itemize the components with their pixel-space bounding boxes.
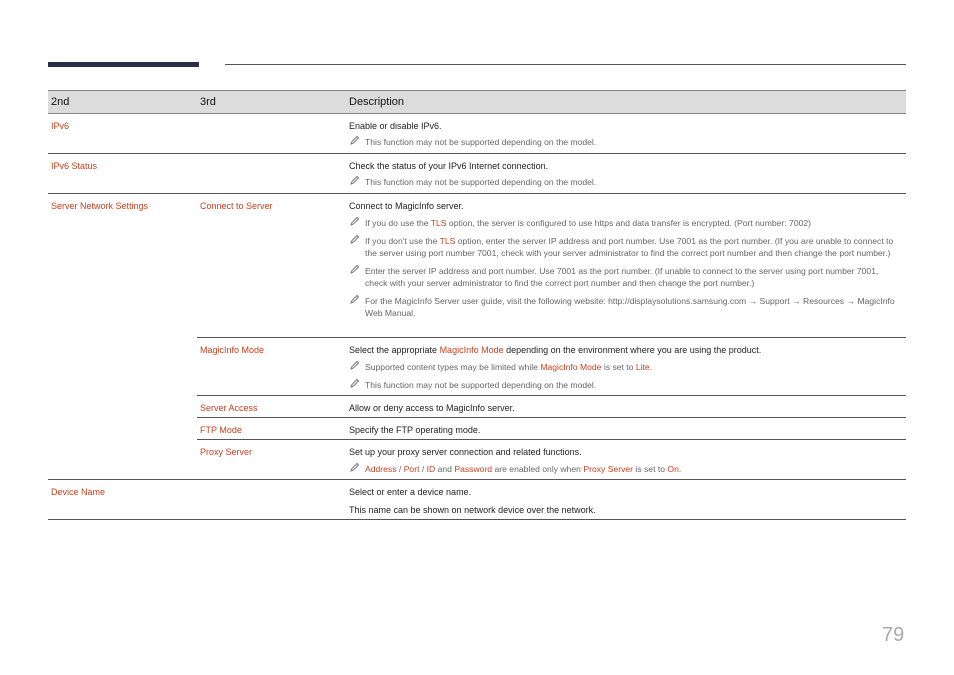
desc-device-name-1: Select or enter a device name. bbox=[349, 487, 472, 497]
note-text: / bbox=[419, 464, 427, 474]
note-ipv6-status bbox=[349, 176, 899, 189]
note-text: This function may not be supported depending on the model. bbox=[365, 137, 597, 147]
tls-highlight: TLS bbox=[439, 235, 456, 246]
proxy-server-highlight: Proxy Server bbox=[583, 464, 634, 474]
note-text: If you do use the bbox=[365, 218, 431, 228]
settings-table bbox=[48, 90, 906, 520]
desc-ipv6-status: Check the status of your IPv6 Internet connection. bbox=[349, 161, 549, 171]
note-text: / bbox=[396, 464, 404, 474]
tls-highlight: TLS bbox=[430, 218, 447, 228]
desc-ftp-mode: Specify the FTP operating mode. bbox=[349, 425, 481, 435]
note-proxy-server bbox=[349, 463, 899, 476]
desc-proxy-server: Set up your proxy server connection and related functions. bbox=[349, 447, 582, 457]
magicinfo-highlight: MagicInfo Mode bbox=[439, 345, 504, 355]
id-highlight: ID bbox=[426, 464, 436, 474]
item-server-network-settings: Server Network Settings bbox=[51, 201, 149, 211]
item-ipv6-status: IPv6 Status bbox=[51, 161, 98, 171]
item-proxy-server: Proxy Server bbox=[200, 447, 253, 457]
magicinfo-highlight: MagicInfo Mode bbox=[540, 362, 602, 372]
top-accent-bar bbox=[48, 62, 199, 67]
table-row-server-network bbox=[48, 194, 906, 480]
note-text: option, the server is configured to use https and data transfer is encrypted. (Port number: 7002) bbox=[446, 218, 812, 228]
item-server-access: Server Access bbox=[200, 403, 258, 413]
table-header bbox=[48, 90, 906, 114]
note-magicinfo-1 bbox=[349, 361, 899, 374]
note-text: are enabled only when bbox=[492, 464, 584, 474]
pencil-note-icon bbox=[349, 294, 360, 305]
note-magicinfo-2 bbox=[349, 379, 899, 392]
item-connect-to-server: Connect to Server bbox=[200, 201, 273, 211]
note-text: is set to bbox=[601, 362, 636, 372]
pencil-note-icon bbox=[349, 462, 360, 473]
item-ipv6: IPv6 bbox=[51, 121, 70, 131]
lite-highlight: Lite bbox=[635, 362, 650, 372]
header-2nd: 2nd bbox=[51, 96, 70, 108]
pencil-note-icon bbox=[349, 135, 360, 146]
note-connect-1 bbox=[349, 217, 899, 230]
note-text: This function may not be supported depending on the model. bbox=[365, 177, 597, 187]
table-row-device-name bbox=[48, 480, 906, 520]
pencil-note-icon bbox=[349, 360, 360, 371]
note-ipv6 bbox=[349, 136, 899, 149]
pencil-note-icon bbox=[349, 264, 360, 275]
desc-server-access: Allow or deny access to MagicInfo server. bbox=[349, 403, 515, 413]
password-highlight: Password bbox=[454, 464, 493, 474]
note-text: and bbox=[435, 464, 455, 474]
desc-magicinfo-mode bbox=[349, 338, 899, 356]
note-connect-4 bbox=[349, 295, 899, 320]
item-device-name: Device Name bbox=[51, 487, 106, 497]
note-text: . bbox=[649, 362, 653, 372]
table-row-ipv6 bbox=[48, 114, 906, 154]
note-text: This function may not be supported depending on the model. bbox=[365, 379, 597, 390]
table-row-ipv6-status bbox=[48, 154, 906, 194]
note-connect-2 bbox=[349, 235, 899, 260]
note-text: . bbox=[678, 464, 682, 474]
note-text: option, enter the server IP address and port number. Use 7001 as the port number. (If you are unable to connect to the server using port number 7001, check with your server administrator to find the correct port number and then change the port number.) bbox=[365, 235, 894, 258]
item-magicinfo-mode: MagicInfo Mode bbox=[200, 345, 265, 355]
item-ftp-mode: FTP Mode bbox=[200, 425, 242, 435]
page-number: 79 bbox=[882, 624, 905, 646]
desc-ipv6: Enable or disable IPv6. bbox=[349, 121, 442, 131]
note-text: is set to bbox=[633, 464, 668, 474]
note-text: Supported content types may be limited while bbox=[365, 362, 541, 372]
desc-connect-to-server: Connect to MagicInfo server. bbox=[349, 201, 464, 211]
header-3rd: 3rd bbox=[200, 96, 216, 108]
header-description: Description bbox=[349, 96, 405, 108]
pencil-note-icon bbox=[349, 175, 360, 186]
pencil-note-icon bbox=[349, 216, 360, 227]
desc-text: Select the appropriate bbox=[349, 345, 440, 355]
on-highlight: On bbox=[667, 464, 679, 474]
desc-text: depending on the environment where you are using the product. bbox=[503, 345, 762, 355]
pencil-note-icon bbox=[349, 234, 360, 245]
note-text: For the MagicInfo Server user guide, visit the following website: http://displaysolutions.samsung.com → Support → Resources → MagicInfo Web Manual. bbox=[365, 295, 895, 318]
note-text: If you don't use the bbox=[365, 235, 440, 246]
pencil-note-icon bbox=[349, 378, 360, 389]
desc-device-name-2: This name can be shown on network device over the network. bbox=[349, 505, 596, 515]
port-highlight: Port bbox=[403, 464, 420, 474]
address-highlight: Address bbox=[365, 464, 397, 474]
top-rule bbox=[225, 64, 906, 65]
note-connect-3 bbox=[349, 265, 899, 290]
note-text: Enter the server IP address and port number. Use 7001 as the port number. (If unable to connect to the server using port number 7001, check with your server administrator to find the correct port number and then change the port number.) bbox=[365, 265, 879, 288]
